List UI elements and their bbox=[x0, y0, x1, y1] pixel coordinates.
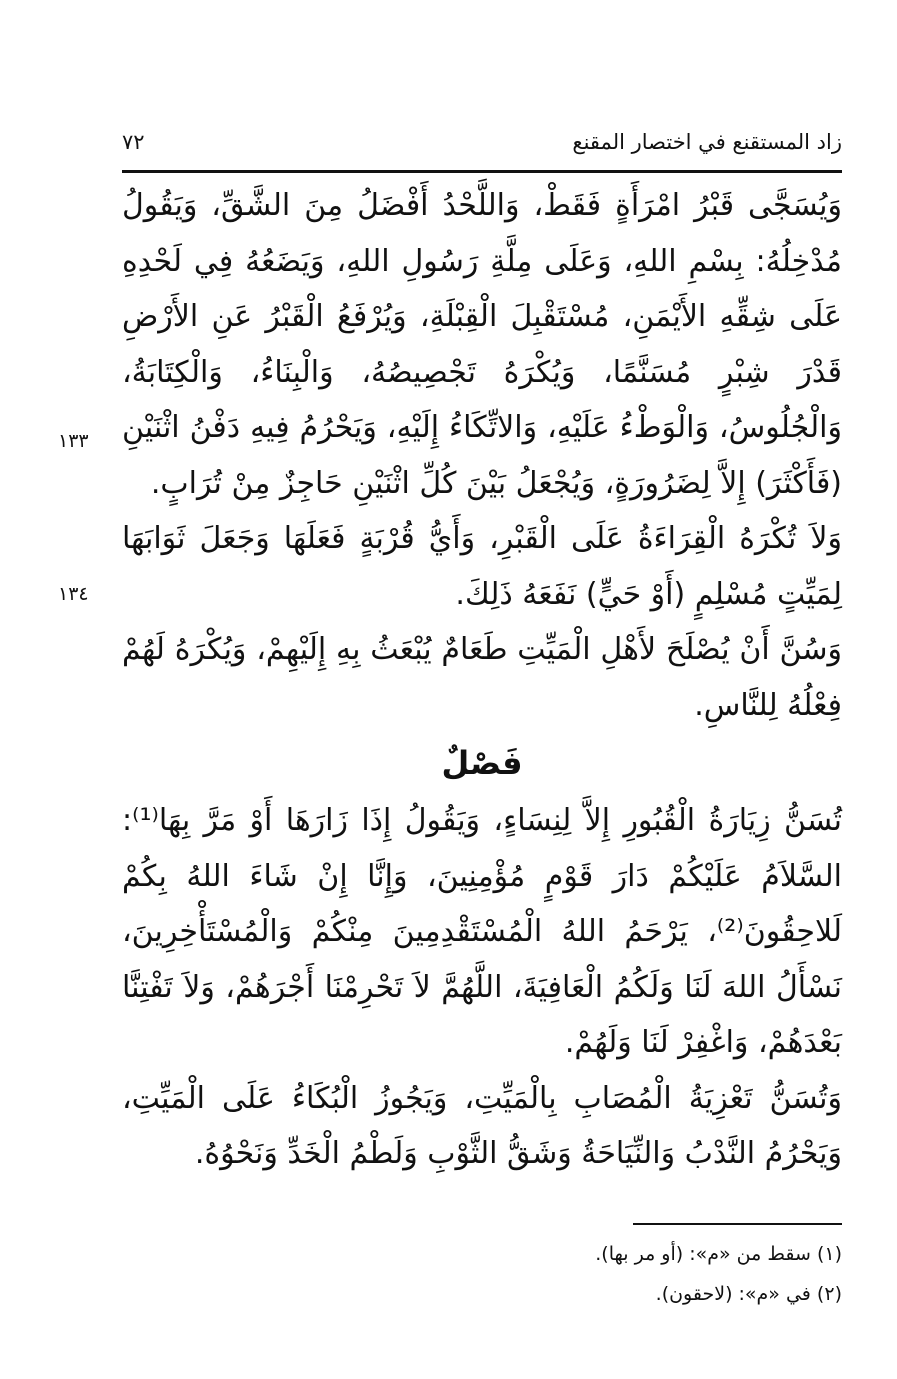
paragraph-burial: وَيُسَجَّى قَبْرُ امْرَأَةٍ فَقَطْ، وَاللَّحْدُ أَفْضَلُ مِنَ الشَّقِّ، وَيَقُولُ مُدْخِلُهُ: بِسْمِ اللهِ، وَعَلَى مِلَّةِ رَسُولِ اللهِ، وَيَضَعُهُ فِي لَحْدِهِ عَلَى شِقِّهِ الأَيْمَنِ، مُسْتَقْبِلَ الْقِبْلَةِ، وَيُرْفَعُ الْقَبْرُ عَنِ الأَرْضِ قَدْرَ شِبْرٍ مُسَنَّمًا، وَيُكْرَهُ تَجْصِيصُهُ، وَالْبِنَاءُ، وَالْكِتَابَةُ، وَالْجُلُوسُ، وَالْوَطْءُ عَلَيْهِ، وَالاتِّكَاءُ إِلَيْهِ، وَيَحْرُمُ فِيهِ دَفْنُ اثْنَيْنِ (فَأَكْثَرَ) إِلاَّ لِضَرُورَةٍ، وَيُجْعَلُ بَيْنَ كُلِّ اثْنَيْنِ حَاجِزٌ مِنْ تُرَابٍ. bbox=[122, 188, 842, 501]
footnote-2: (٢) في «م»: (لاحقون). bbox=[655, 1283, 842, 1305]
footnotes bbox=[420, 1234, 842, 1314]
page-number: ٧٢ bbox=[122, 130, 145, 154]
margin-number-134: ١٣٤ bbox=[58, 583, 89, 605]
footnote-1: (١) سقط من «م»: (أو مر بها). bbox=[595, 1243, 842, 1265]
header-rule bbox=[122, 170, 842, 173]
running-header bbox=[122, 126, 842, 166]
margin-number-133: ١٣٣ bbox=[58, 430, 89, 452]
main-text bbox=[122, 178, 842, 1182]
footnote-rule bbox=[633, 1223, 842, 1225]
running-title: زاد المستقنع في اختصار المقنع bbox=[572, 130, 842, 154]
section-heading: فَصْلٌ bbox=[441, 744, 523, 782]
paragraph-visiting-graves: تُسَنُّ زِيَارَةُ الْقُبُورِ إِلاَّ لِنِسَاءٍ، وَيَقُولُ إِذَا زَارَهَا أَوْ مَرَّ بِهَا⁽¹⁾: السَّلاَمُ عَلَيْكُمْ دَارَ قَوْمٍ مُؤْمِنِينَ، وَإِنَّا إِنْ شَاءَ اللهُ بِكُمْ لَلاحِقُونَ⁽²⁾، يَرْحَمُ اللهُ الْمُسْتَقْدِمِينَ مِنْكُمْ وَالْمُسْتَأْخِرِينَ، نَسْأَلُ اللهَ لَنَا وَلَكُمُ الْعَافِيَةَ، اللَّهُمَّ لاَ تَحْرِمْنَا أَجْرَهُمْ، وَلاَ تَفْتِنَّا بَعْدَهُمْ، وَاغْفِرْ لَنَا وَلَهُمْ. bbox=[122, 803, 842, 1060]
paragraph-food: وَسُنَّ أَنْ يُصْلَحَ لأَهْلِ الْمَيِّتِ طَعَامٌ يُبْعَثُ بِهِ إِلَيْهِمْ، وَيُكْرَهُ لَهُمْ فِعْلُهُ لِلنَّاسِ. bbox=[122, 632, 842, 723]
paragraph-condolence: وَتُسَنُّ تَعْزِيَةُ الْمُصَابِ بِالْمَيِّتِ، وَيَجُوزُ الْبُكَاءُ عَلَى الْمَيِّتِ، وَيَحْرُمُ النَّدْبُ وَالنِّيَاحَةُ وَشَقُّ الثَّوْبِ وَلَطْمُ الْخَدِّ وَنَحْوُهُ. bbox=[122, 1080, 842, 1171]
paragraph-recitation: وَلاَ تُكْرَهُ الْقِرَاءَةُ عَلَى الْقَبْرِ، وَأَيُّ قُرْبَةٍ فَعَلَهَا وَجَعَلَ ثَوَابَهَا لِمَيِّتٍ مُسْلِمٍ (أَوْ حَيٍّ) نَفَعَهُ ذَلِكَ. bbox=[122, 521, 842, 612]
